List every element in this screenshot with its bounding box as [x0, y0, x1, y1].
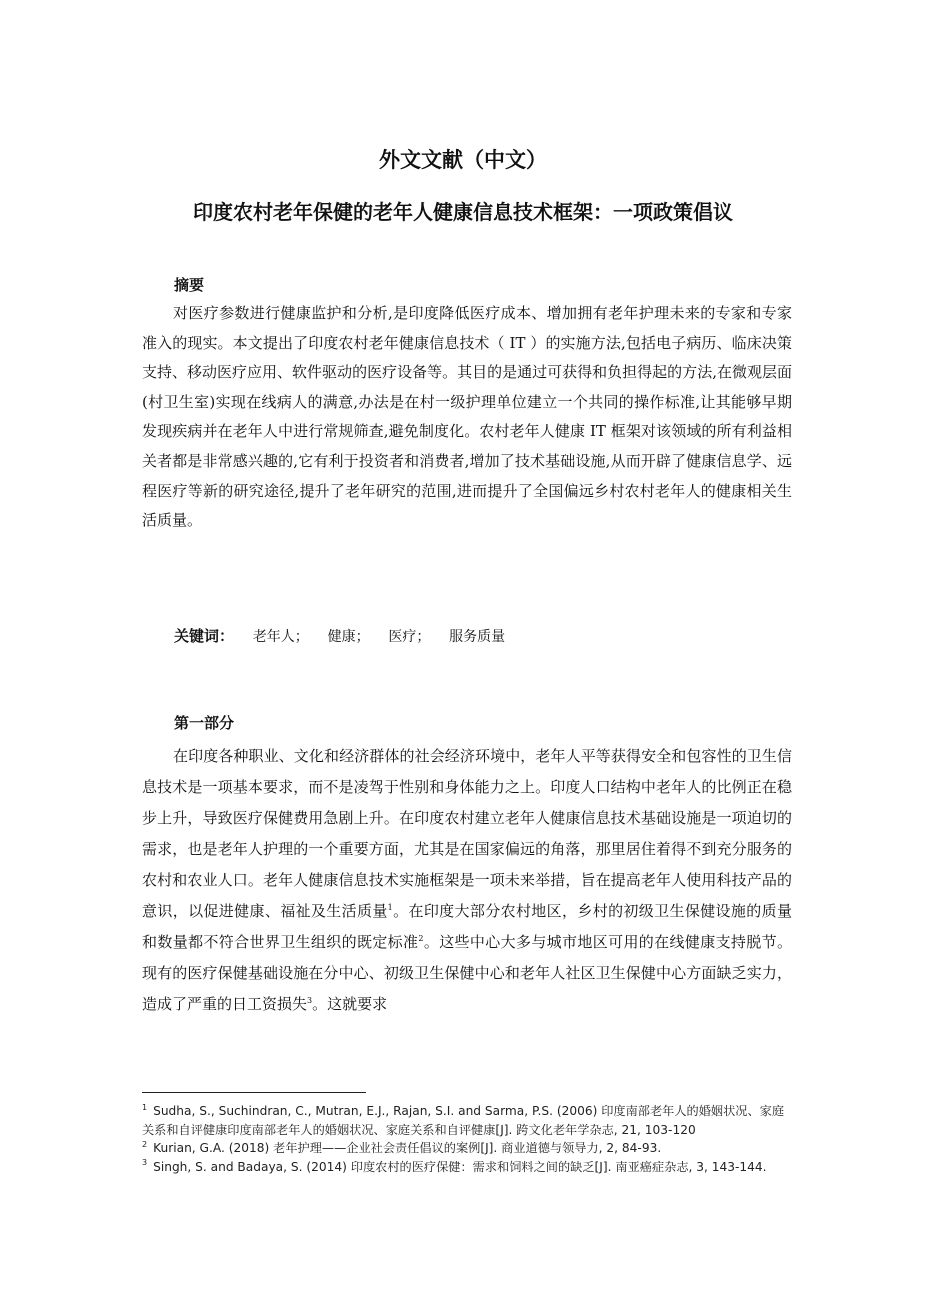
- keywords-label: 关键词：: [174, 627, 235, 645]
- footnote-text: Singh, S. and Badaya, S. (2014) 印度农村的医疗保健：需求和饲料之间的缺乏[J]. 南亚癌症杂志, 3, 143-144.: [153, 1159, 767, 1174]
- footnote-text: Sudha, S., Suchindran, C., Mutran, E.J., Rajan, S.I. and Sarma, P.S. (2006) 印度南部老年人的婚姻状况、家庭关系和自评健康印度南部老年人的婚姻状况、家庭关系和自评健康[J]. 跨文化老年学杂志, 21, 103-120: [142, 1104, 785, 1137]
- footnote-item: [142, 1139, 792, 1158]
- footnote-item: [142, 1158, 792, 1177]
- part1-text: [142, 741, 792, 1020]
- footnote-divider: [142, 1092, 366, 1093]
- keyword-item: 老年人；: [252, 629, 309, 645]
- keyword-item: 服务质量: [449, 629, 506, 645]
- keywords-line: [174, 625, 519, 646]
- footnote-number: 1: [142, 1102, 148, 1112]
- part1-segment: 。这些中心大多与城市地区可用的在线健康支持脱节。现有的医疗保健基础设施在分中心、初级卫生保健中心和老年人社区卫生保健中心方面缺乏实力，造成了严重的日工资损失: [142, 933, 792, 1013]
- document-title: 外文文献（中文）: [379, 148, 547, 172]
- footnote-number: 3: [142, 1158, 148, 1168]
- footnote-ref: 3: [307, 996, 313, 1005]
- abstract-heading: 摘要: [174, 276, 205, 294]
- footnote-ref: 1: [387, 903, 393, 912]
- part1-heading: 第一部分: [174, 714, 235, 732]
- footnote-number: 2: [142, 1139, 148, 1149]
- footnote-ref: 2: [418, 934, 424, 943]
- document-subtitle: 印度农村老年保健的老年人健康信息技术框架：一项政策倡议: [193, 200, 733, 224]
- footnote-text: Kurian, G.A. (2018) 老年护理——企业社会责任倡议的案例[J]. 商业道德与领导力, 2, 84-93.: [153, 1141, 662, 1155]
- footnote-item: [142, 1102, 792, 1139]
- abstract-text: 对医疗参数进行健康监护和分析,是印度降低医疗成本、增加拥有老年护理未来的专家和专家准入的现实。本文提出了印度农村老年健康信息技术（ IT ）的实施方法,包括电子病历、临床决策支持、移动医疗应用、软件驱动的医疗设备等。其目的是通过可获得和负担得起的方法,在微观层面(村卫生室)实现在线病人的满意,办法是在村一级护理单位建立一个共同的操作标准,让其能够早期发现疾病并在老年人中进行常规筛查,避免制度化。农村老年人健康 IT 框架对该领域的所有利益相关者都是非常感兴趣的,它有利于投资者和消费者,增加了技术基础设施,从而开辟了健康信息学、远程医疗等新的研究途径,提升了老年研究的范围,进而提升了全国偏远乡村农村老年人的健康相关生活质量。: [142, 304, 792, 530]
- part1-segment: 。这就要求: [312, 995, 388, 1013]
- part1-segment: 在印度各种职业、文化和经济群体的社会经济环境中，老年人平等获得安全和包容性的卫生信息技术是一项基本要求，而不是凌驾于性别和身体能力之上。印度人口结构中老年人的比例正在稳步上升，导致医疗保健费用急剧上升。在印度农村建立老年人健康信息技术基础设施是一项迫切的需求，也是老年人护理的一个重要方面，尤其是在国家偏远的角落，那里居住着得不到充分服务的农村和农业人口。老年人健康信息技术实施框架是一项未来举措，旨在提高老年人使用科技产品的意识，以促进健康、福祉及生活质量: [142, 747, 792, 920]
- keyword-item: 健康；: [327, 629, 370, 645]
- footnotes-list: [142, 1102, 792, 1176]
- keyword-item: 医疗；: [388, 629, 431, 645]
- part1-segment: 。在印度大部分农村地区，乡村的初级卫生保健设施的质量和数量都不符合世界卫生组织的既定标准: [142, 902, 792, 951]
